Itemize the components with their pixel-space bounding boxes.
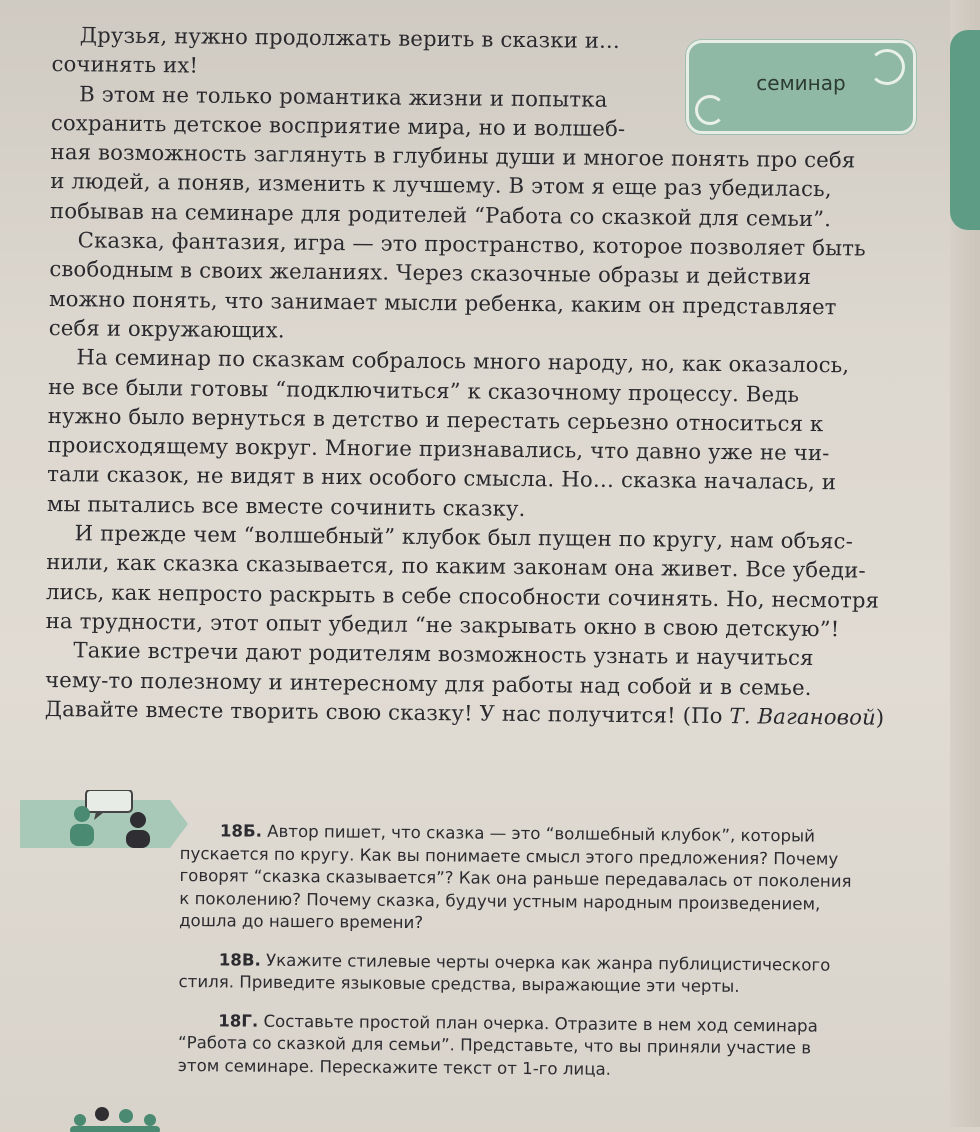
essay-line: мы пытались все вместе сочинить сказку. bbox=[46, 490, 526, 521]
task-line: стиля. Приведите языковые средства, выражающие эти черты. bbox=[178, 971, 740, 996]
essay-line: На семинар по сказкам собралось много народу, но, как оказалось, bbox=[76, 344, 850, 378]
essay-line: на трудности, этот опыт убедил “не закрывать окно в свою детскую”! bbox=[45, 607, 840, 642]
essay-line: лись, как непросто раскрыть в себе способности сочинять. Но, несмотря bbox=[45, 578, 880, 613]
essay-line: Сказка, фантазия, игра — это пространство, которое позволяет быть bbox=[77, 227, 866, 261]
essay-line: Давайте вместе творить свою сказку! У нас получится! (По bbox=[44, 695, 730, 728]
task-line: 18Г. Составьте простой план очерка. Отразите в нем ход семинара bbox=[178, 1009, 878, 1038]
chapter-tab bbox=[950, 30, 980, 230]
essay-line: Друзья, нужно продолжать верить в сказки и... bbox=[79, 22, 620, 53]
task-line: 18В. Укажите стилевые черты очерка как жанра публицистического bbox=[179, 948, 879, 977]
essay-text bbox=[45, 20, 902, 732]
task-line: 18Б. Автор пишет, что сказка — это “волшебный клубок”, который bbox=[180, 820, 880, 849]
essay-line: чему-то полезному и интересному для работы над собой и в семье. bbox=[44, 666, 812, 700]
task-line: этом семинаре. Перескажите текст от 1-го лица. bbox=[177, 1055, 612, 1079]
task-number: 18В. bbox=[218, 949, 261, 970]
essay-line: нили, как сказка сказывается, по каким законам она живет. Все убеди- bbox=[46, 549, 866, 583]
task-line: пускается по кругу. Как вы понимаете смысл этого предложения? Почему bbox=[179, 843, 839, 869]
essay-line: И прежде чем “волшебный” клубок был пущен по кругу, нам объяс- bbox=[74, 520, 854, 554]
task-line: к поколению? Почему сказка, будучи устным народным произведением, bbox=[179, 888, 821, 914]
essay-line: не все были готовы “подключиться” к сказочному процессу. Ведь bbox=[48, 373, 800, 407]
essay-line: В этом не только романтика жизни и попытка bbox=[79, 80, 608, 112]
essay-line: можно понять, что занимает мысли ребенка, каким он представляет bbox=[48, 285, 837, 319]
essay-line: свободным в своих желаниях. Через сказочные образы и действия bbox=[49, 256, 812, 290]
task-number: 18Б. bbox=[219, 821, 263, 841]
essay-line: ная возможность заглянуть в глубины души и многое понять про себя bbox=[50, 139, 856, 173]
task-line: “Работа со сказкой для семьи”. Представьте, что вы приняли участие в bbox=[177, 1032, 812, 1058]
essay-line: происходящему вокруг. Многие признавались, что давно уже не чи- bbox=[47, 432, 830, 466]
task-line: дошла до нашего времени? bbox=[179, 910, 424, 933]
essay-line: побывав на семинаре для родителей “Работа со сказкой для семьи”. bbox=[49, 197, 832, 231]
task-18b bbox=[179, 820, 880, 939]
tasks-section bbox=[178, 820, 880, 1099]
essay-line: Такие встречи дают родителям возможность узнать и научиться bbox=[73, 637, 814, 671]
essay-line: нужно было вернуться в детство и перестать серьезно относиться к bbox=[47, 402, 824, 436]
task-number: 18Г. bbox=[218, 1010, 259, 1031]
task-18g bbox=[178, 1009, 879, 1083]
essay-line: и людей, а поняв, изменить к лучшему. В этом я еще раз убедилась, bbox=[50, 168, 832, 202]
author-name: Т. Вагановой bbox=[729, 702, 877, 730]
essay-line: себя и окружающих. bbox=[48, 314, 285, 343]
seminar-label: семинар bbox=[756, 71, 846, 95]
closing-paren: ) bbox=[875, 704, 885, 730]
task-18v bbox=[178, 948, 878, 999]
group-people-icon bbox=[70, 1102, 170, 1132]
essay-line: сохранить детское восприятие мира, но и волшеб- bbox=[50, 109, 626, 141]
essay-line: сочинять их! bbox=[51, 51, 199, 78]
essay-line: тали сказок, не видят в них особого смысла. Но… сказка началась, и bbox=[47, 461, 837, 495]
task-line: говорят “сказка сказывается”? Как она раньше передавалась от поколения bbox=[179, 865, 852, 891]
dialogue-people-icon bbox=[20, 790, 190, 850]
